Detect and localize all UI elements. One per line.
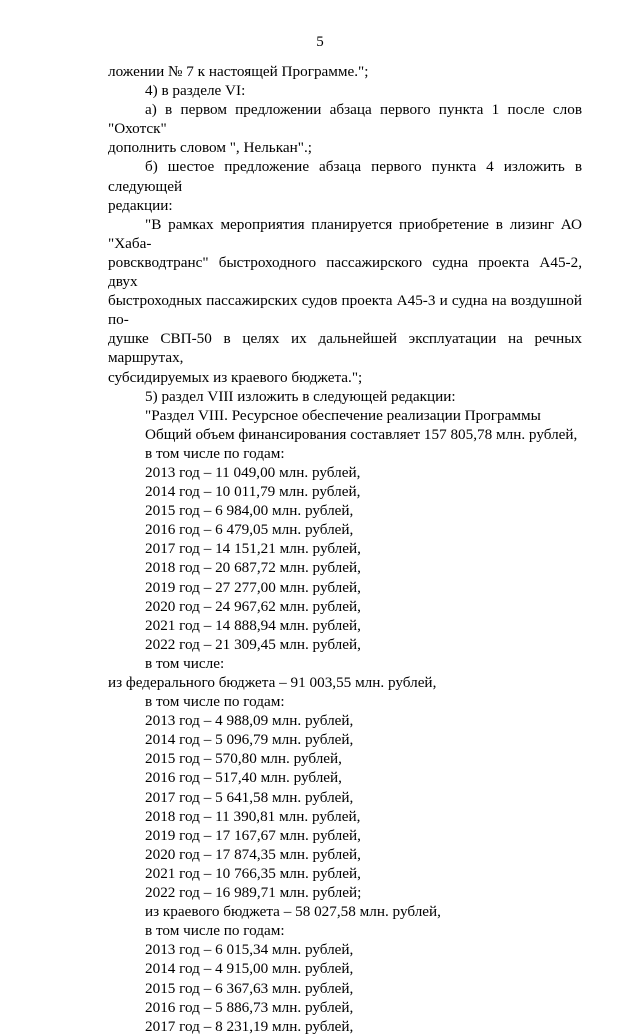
year-line: 2017 год – 14 151,21 млн. рублей, — [145, 540, 361, 558]
quote-line: быстроходных пассажирских судов проекта А45-3 и судна на воздушной по- — [108, 292, 582, 329]
text-line: ложении № 7 к настоящей Программе."; — [108, 63, 369, 80]
year-line: 2013 год – 11 049,00 млн. рублей, — [145, 463, 361, 481]
year-line: 2020 год – 24 967,62 млн. рублей, — [145, 597, 361, 615]
text-line: а) в первом предложении абзаца первого пункта 1 после слов "Охотск" — [108, 101, 582, 138]
quote-line: душке СВП-50 в целях их дальнейшей эксплуатации на речных маршрутах, — [108, 330, 582, 367]
year-line: 2022 год – 16 989,71 млн. рублей; — [145, 884, 362, 902]
year-line: 2018 год – 20 687,72 млн. рублей, — [145, 559, 361, 577]
quote-line: "В рамках мероприятия планируется приобретение в лизинг АО "Хаба- — [108, 215, 582, 252]
year-line: 2015 год – 570,80 млн. рублей, — [145, 750, 342, 768]
year-line: 2015 год – 6 984,00 млн. рублей, — [145, 502, 354, 520]
text-line: 4) в разделе VI: — [145, 82, 246, 100]
year-line: 2019 год – 27 277,00 млн. рублей, — [145, 578, 361, 596]
year-line: 2014 год – 5 096,79 млн. рублей, — [145, 731, 354, 749]
text-line: в том числе по годам: — [145, 444, 285, 462]
text-line: в том числе по годам: — [145, 693, 285, 711]
year-line: 2014 год – 4 915,00 млн. рублей, — [145, 960, 354, 978]
page-number: 5 — [316, 34, 324, 50]
year-line: 2020 год – 17 874,35 млн. рублей, — [145, 845, 361, 863]
year-line: 2016 год – 6 479,05 млн. рублей, — [145, 521, 354, 539]
year-line: 2022 год – 21 309,45 млн. рублей, — [145, 635, 361, 653]
quote-line: субсидируемых из краевого бюджета."; — [108, 368, 363, 386]
year-line: 2014 год – 10 011,79 млн. рублей, — [145, 483, 361, 501]
year-line: 2013 год – 6 015,34 млн. рублей, — [145, 941, 354, 959]
year-line: 2015 год – 6 367,63 млн. рублей, — [145, 979, 354, 997]
year-line: 2016 год – 517,40 млн. рублей, — [145, 769, 342, 787]
year-line: 2017 год – 5 641,58 млн. рублей, — [145, 788, 354, 806]
year-line: 2019 год – 17 167,67 млн. рублей, — [145, 826, 361, 844]
year-line: 2013 год – 4 988,09 млн. рублей, — [145, 712, 354, 730]
text-line: в том числе: — [145, 654, 225, 672]
year-line: 2016 год – 5 886,73 млн. рублей, — [145, 998, 354, 1016]
text-line: в том числе по годам: — [145, 922, 285, 940]
year-line: 2018 год – 11 390,81 млн. рублей, — [145, 807, 361, 825]
total-funding: Общий объем финансирования составляет 157 805,78 млн. рублей, — [145, 425, 578, 443]
regional-funding: из краевого бюджета – 58 027,58 млн. рублей, — [145, 903, 441, 921]
text-line: б) шестое предложение абзаца первого пункта 4 изложить в следующей — [108, 158, 582, 195]
text-line: редакции: — [108, 196, 173, 214]
federal-funding: из федерального бюджета – 91 003,55 млн. рублей, — [108, 674, 437, 691]
quote-line: ровскводтранс" быстроходного пассажирского судна проекта А45-2, двух — [108, 253, 582, 291]
year-line: 2021 год – 10 766,35 млн. рублей, — [145, 864, 361, 882]
text-line: 5) раздел VIII изложить в следующей редакции: — [145, 387, 456, 405]
year-line: 2017 год – 8 231,19 млн. рублей, — [145, 1017, 354, 1035]
document-body — [108, 62, 582, 1036]
section-title: "Раздел VIII. Ресурсное обеспечение реализации Программы — [145, 406, 541, 424]
year-line: 2021 год – 14 888,94 млн. рублей, — [145, 616, 361, 634]
text-line: дополнить словом ", Нелькан".; — [108, 139, 312, 157]
